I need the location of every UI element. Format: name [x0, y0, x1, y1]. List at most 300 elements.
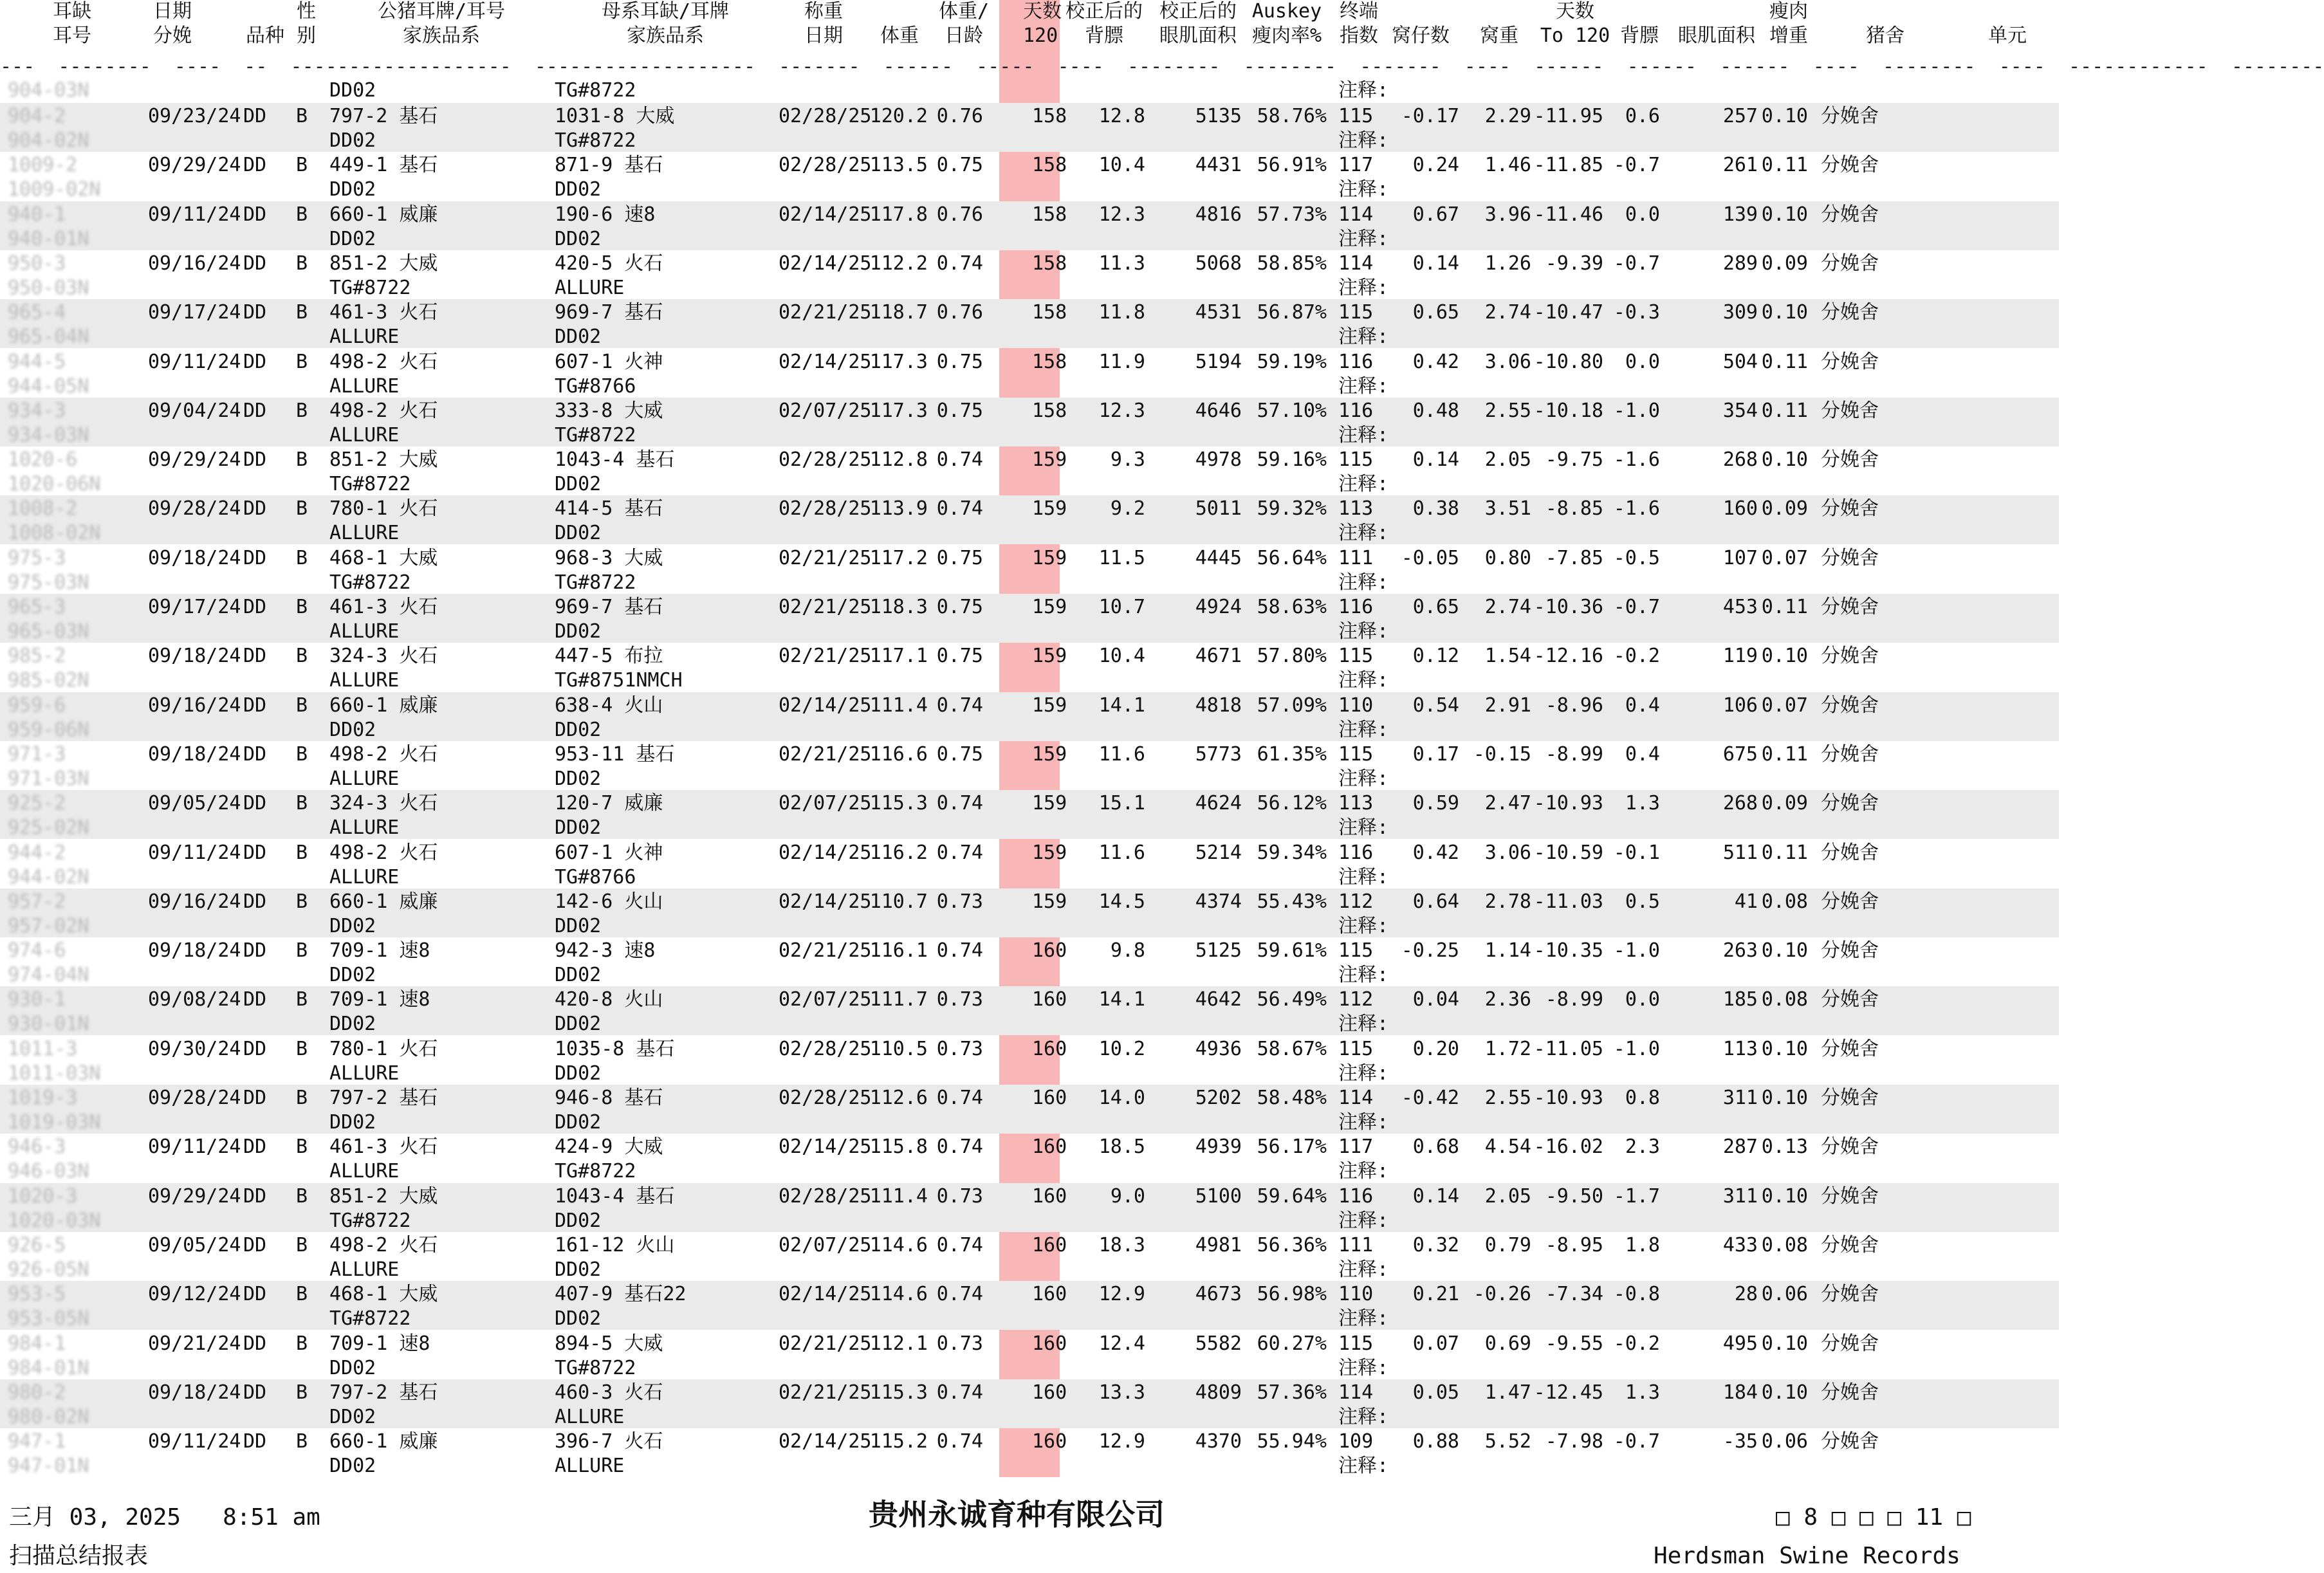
sire-strain: DD02	[329, 79, 376, 102]
cell-wt: 112.8	[869, 448, 928, 472]
cell-date: 09/04/24	[148, 399, 241, 422]
cell-pen: 分娩舍	[1821, 105, 1879, 127]
cell-wt: 117.2	[869, 546, 928, 569]
cell-note: 注释:	[1338, 1111, 1389, 1134]
header-date-line1: 日期	[153, 0, 192, 23]
cell-wt: 112.2	[869, 252, 928, 275]
cell-lw: 1.26	[1484, 252, 1531, 275]
cell-la: 4978	[1195, 448, 1242, 472]
cell-la: 4924	[1195, 596, 1242, 618]
cell-litter: -0.42	[1401, 1087, 1459, 1109]
cell-wdate: 02/21/25	[779, 1332, 872, 1355]
cell-wt: 117.3	[869, 399, 928, 422]
cell-sire-strain: ALLURE	[329, 326, 400, 349]
cell-date: 09/16/24	[148, 890, 241, 913]
cell-note: 注释:	[1338, 718, 1389, 741]
cell-adg: 0.73	[936, 1332, 983, 1355]
cell-dam: 190-6 速8	[555, 203, 656, 226]
cell-ear: 930-1	[8, 988, 66, 1011]
cell-adg: 0.75	[936, 399, 983, 422]
header-ear-line2: 耳号	[53, 24, 91, 47]
cell-sire-strain: TG#8722	[329, 276, 411, 299]
cell-to120: -9.55	[1545, 1332, 1603, 1355]
cell-sire-strain: DD02	[329, 964, 376, 987]
cell-pen: 分娩舍	[1821, 1184, 1879, 1208]
cell-wdate: 02/14/25	[779, 252, 872, 275]
cell-note: 注释:	[1338, 1013, 1389, 1036]
cell-adg: 0.74	[936, 841, 983, 864]
cell-ear2: 980-02N	[8, 1405, 89, 1428]
cell-sire-strain: ALLURE	[329, 620, 400, 643]
cell-date: 09/29/24	[148, 154, 241, 177]
cell-sire: 660-1 威廉	[329, 890, 438, 913]
cell-litter: 0.48	[1412, 399, 1459, 422]
cell-la: 4936	[1195, 1037, 1242, 1060]
cell-wt: 120.2	[869, 105, 928, 127]
cell-bf2: 0.0	[1625, 988, 1660, 1011]
cell-lean: 58.85%	[1257, 252, 1327, 275]
cell-dam: 942-3 速8	[555, 939, 656, 962]
cell-litter: 0.21	[1412, 1283, 1459, 1306]
cell-bf2: 0.8	[1625, 1087, 1660, 1109]
ear-tag-blurred: 904-03N	[8, 79, 89, 102]
cell-litter: 0.64	[1412, 890, 1459, 913]
cell-date: 09/29/24	[148, 448, 241, 472]
cell-days: 159	[1032, 694, 1067, 717]
header-la-line2: 眼肌面积	[1159, 24, 1237, 47]
cell-adg: 0.75	[936, 596, 983, 618]
cell-bf2: -0.2	[1613, 645, 1660, 668]
cell-pen: 分娩舍	[1821, 939, 1879, 962]
cell-breed: DD	[243, 105, 267, 127]
cell-lean: 55.43%	[1257, 890, 1327, 913]
cell-sex: B	[296, 1430, 308, 1453]
cell-note: 注释:	[1338, 473, 1389, 496]
cell-la2: 257	[1722, 105, 1758, 127]
cell-bf2: 0.4	[1625, 694, 1660, 717]
cell-ear: 926-5	[8, 1233, 66, 1256]
cell-bf: 12.3	[1098, 203, 1145, 226]
cell-note: 注释:	[1338, 1405, 1389, 1428]
cell-bf2: -0.1	[1613, 841, 1660, 864]
cell-note: 注释:	[1338, 669, 1389, 692]
cell-breed: DD	[243, 1430, 267, 1453]
cell-bf: 10.7	[1098, 596, 1145, 618]
cell-wdate: 02/21/25	[779, 742, 872, 766]
cell-ear2: 985-02N	[8, 669, 89, 692]
cell-pen: 分娩舍	[1821, 1430, 1879, 1453]
cell-dam: 396-7 火石	[555, 1430, 663, 1453]
cell-note: 注释:	[1338, 227, 1389, 250]
cell-ear2: 940-01N	[8, 227, 89, 250]
cell-ear2: 971-03N	[8, 767, 89, 790]
cell-lw: 2.91	[1484, 694, 1531, 717]
cell-lean: 59.19%	[1257, 350, 1327, 373]
cell-date: 09/11/24	[148, 350, 241, 373]
cell-ear: 946-3	[8, 1136, 66, 1159]
cell-to120: -16.02	[1533, 1136, 1603, 1159]
cell-dam: 1043-4 基石	[555, 1184, 675, 1208]
cell-days: 158	[1032, 399, 1067, 422]
cell-date: 09/28/24	[148, 1087, 241, 1109]
cell-sex: B	[296, 546, 308, 569]
cell-wdate: 02/21/25	[779, 1381, 872, 1404]
cell-lean: 59.64%	[1257, 1184, 1327, 1208]
cell-lean: 57.73%	[1257, 203, 1327, 226]
cell-ear: 1011-3	[8, 1037, 78, 1060]
cell-litter: 0.32	[1412, 1233, 1459, 1256]
cell-wdate: 02/14/25	[779, 841, 872, 864]
header-bf-line1: 校正后的	[1065, 0, 1143, 23]
cell-adg: 0.75	[936, 350, 983, 373]
cell-wdate: 02/28/25	[779, 154, 872, 177]
cell-bf: 9.0	[1110, 1184, 1145, 1208]
cell-sire-strain: DD02	[329, 1013, 376, 1036]
cell-to120: -7.34	[1545, 1283, 1603, 1306]
cell-date: 09/18/24	[148, 939, 241, 962]
cell-breed: DD	[243, 448, 267, 472]
cell-dam-strain: DD02	[555, 227, 602, 250]
cell-la2: 119	[1722, 645, 1758, 668]
cell-bf2: 1.3	[1625, 1381, 1660, 1404]
cell-wdate: 02/28/25	[779, 1087, 872, 1109]
cell-ear2: 950-03N	[8, 276, 89, 299]
cell-lg: 0.10	[1761, 1184, 1808, 1208]
cell-litter: -0.05	[1401, 546, 1459, 569]
cell-lw: 0.79	[1484, 1233, 1531, 1256]
cell-to120: -8.96	[1545, 694, 1603, 717]
cell-pen: 分娩舍	[1821, 1332, 1879, 1355]
cell-sex: B	[296, 1332, 308, 1355]
cell-lean: 58.67%	[1257, 1037, 1327, 1060]
cell-dam-strain: DD02	[555, 718, 602, 741]
cell-sex: B	[296, 596, 308, 618]
cell-sire-strain: DD02	[329, 914, 376, 937]
cell-days: 158	[1032, 350, 1067, 373]
cell-bf2: -0.5	[1613, 546, 1660, 569]
cell-date: 09/18/24	[148, 742, 241, 766]
cell-bf2: -0.8	[1613, 1283, 1660, 1306]
cell-sire-strain: DD02	[329, 227, 376, 250]
cell-note: 注释:	[1338, 178, 1389, 201]
cell-pen: 分娩舍	[1821, 645, 1879, 668]
cell-bf2: -1.7	[1613, 1184, 1660, 1208]
header-sire-line1: 公猪耳牌/耳号	[377, 0, 506, 23]
cell-sex: B	[296, 1233, 308, 1256]
cell-bf2: -1.6	[1613, 448, 1660, 472]
cell-wdate: 02/07/25	[779, 1233, 872, 1256]
cell-dam: 894-5 大威	[555, 1332, 663, 1355]
cell-lg: 0.08	[1761, 890, 1808, 913]
cell-ear2: 959-06N	[8, 718, 89, 741]
cell-idx: 111	[1338, 546, 1374, 569]
cell-bf2: 2.3	[1625, 1136, 1660, 1159]
cell-la2: 675	[1722, 742, 1758, 766]
cell-ear: 940-1	[8, 203, 66, 226]
cell-note: 注释:	[1338, 1455, 1389, 1478]
cell-sex: B	[296, 154, 308, 177]
cell-bf: 9.3	[1110, 448, 1145, 472]
cell-note: 注释:	[1338, 1258, 1389, 1281]
cell-lg: 0.10	[1761, 645, 1808, 668]
cell-breed: DD	[243, 841, 267, 864]
cell-sire-strain: DD02	[329, 1405, 376, 1428]
cell-la2: 504	[1722, 350, 1758, 373]
cell-lean: 58.48%	[1257, 1087, 1327, 1109]
cell-idx: 115	[1338, 1332, 1374, 1355]
cell-sire-strain: DD02	[329, 178, 376, 201]
cell-dam: 333-8 大威	[555, 399, 663, 422]
cell-breed: DD	[243, 742, 267, 766]
cell-breed: DD	[243, 350, 267, 373]
cell-ear: 975-3	[8, 546, 66, 569]
cell-bf: 12.8	[1098, 105, 1145, 127]
cell-idx: 115	[1338, 105, 1374, 127]
cell-pen: 分娩舍	[1821, 1136, 1879, 1159]
cell-la: 4818	[1195, 694, 1242, 717]
cell-sire: 851-2 大威	[329, 448, 438, 472]
cell-ear2: 975-03N	[8, 571, 89, 594]
cell-dam-strain: TG#8751NMCH	[555, 669, 683, 692]
cell-date: 09/18/24	[148, 546, 241, 569]
cell-la: 4809	[1195, 1381, 1242, 1404]
cell-adg: 0.75	[936, 154, 983, 177]
cell-note: 注释:	[1338, 620, 1389, 643]
cell-wt: 114.6	[869, 1233, 928, 1256]
cell-wdate: 02/07/25	[779, 988, 872, 1011]
cell-wt: 116.1	[869, 939, 928, 962]
cell-litter: 0.65	[1412, 301, 1459, 324]
cell-to120: -11.95	[1533, 105, 1603, 127]
cell-litter: 0.04	[1412, 988, 1459, 1011]
cell-to120: -10.18	[1533, 399, 1603, 422]
cell-pen: 分娩舍	[1821, 742, 1879, 766]
cell-litter: 0.42	[1412, 350, 1459, 373]
cell-sex: B	[296, 1283, 308, 1306]
cell-bf: 18.5	[1098, 1136, 1145, 1159]
cell-bf: 12.3	[1098, 399, 1145, 422]
cell-dam: 142-6 火山	[555, 890, 663, 913]
cell-sire-strain: TG#8722	[329, 1209, 411, 1232]
cell-sire: 660-1 威廉	[329, 203, 438, 226]
cell-dam: 447-5 布拉	[555, 645, 663, 668]
cell-sire-strain: DD02	[329, 129, 376, 152]
header-sire-line2: 家族品系	[403, 24, 480, 47]
cell-days: 159	[1032, 645, 1067, 668]
cell-la2: -35	[1722, 1430, 1758, 1453]
cell-bf: 11.6	[1098, 841, 1145, 864]
cell-pen: 分娩舍	[1821, 1381, 1879, 1404]
cell-bf2: -1.0	[1613, 399, 1660, 422]
cell-sire: 780-1 火石	[329, 497, 438, 520]
cell-sire: 780-1 火石	[329, 1037, 438, 1060]
header-unit-line2: 单元	[1988, 24, 2027, 47]
cell-sire-strain: ALLURE	[329, 816, 400, 840]
cell-days: 160	[1032, 1184, 1067, 1208]
cell-pen: 分娩舍	[1821, 890, 1879, 913]
cell-days: 160	[1032, 1381, 1067, 1404]
cell-sex: B	[296, 1037, 308, 1060]
cell-la: 5068	[1195, 252, 1242, 275]
cell-idx: 117	[1338, 1136, 1374, 1159]
report-name: 扫描总结报表	[9, 1543, 149, 1569]
cell-la2: 28	[1734, 1283, 1758, 1306]
cell-la: 5135	[1195, 105, 1242, 127]
cell-breed: DD	[243, 1037, 267, 1060]
cell-lw: 2.36	[1484, 988, 1531, 1011]
cell-la: 5011	[1195, 497, 1242, 520]
cell-idx: 110	[1338, 1283, 1374, 1306]
cell-dam-strain: DD02	[555, 1209, 602, 1232]
cell-breed: DD	[243, 399, 267, 422]
cell-dam-strain: DD02	[555, 914, 602, 937]
cell-pen: 分娩舍	[1821, 988, 1879, 1011]
cell-ear: 934-3	[8, 399, 66, 422]
cell-ear: 1020-3	[8, 1184, 78, 1208]
cell-lg: 0.10	[1761, 448, 1808, 472]
cell-sire-strain: ALLURE	[329, 374, 400, 398]
cell-dam-strain: ALLURE	[555, 1405, 625, 1428]
cell-bf: 10.2	[1098, 1037, 1145, 1060]
cell-la: 4671	[1195, 645, 1242, 668]
cell-to120: -9.50	[1545, 1184, 1603, 1208]
cell-pen: 分娩舍	[1821, 448, 1879, 472]
cell-ear: 959-6	[8, 694, 66, 717]
cell-litter: 0.12	[1412, 645, 1459, 668]
cell-ear2: 974-04N	[8, 964, 89, 987]
cell-lg: 0.11	[1761, 154, 1808, 177]
cell-la: 5100	[1195, 1184, 1242, 1208]
cell-lw: 2.05	[1484, 448, 1531, 472]
cell-breed: DD	[243, 203, 267, 226]
cell-dam-strain: DD02	[555, 473, 602, 496]
cell-days: 158	[1032, 252, 1067, 275]
cell-lg: 0.11	[1761, 350, 1808, 373]
cell-sire: 498-2 火石	[329, 350, 438, 373]
cell-breed: DD	[243, 988, 267, 1011]
cell-bf2: -0.7	[1613, 252, 1660, 275]
cell-sex: B	[296, 350, 308, 373]
cell-la2: 311	[1722, 1087, 1758, 1109]
cell-sire: 461-3 火石	[329, 301, 438, 324]
cell-wdate: 02/14/25	[779, 1136, 872, 1159]
cell-sire-strain: ALLURE	[329, 1062, 400, 1085]
cell-idx: 114	[1338, 252, 1374, 275]
cell-dam: 871-9 基石	[555, 154, 663, 177]
cell-dam-strain: DD02	[555, 816, 602, 840]
cell-wdate: 02/28/25	[779, 1037, 872, 1060]
cell-lean: 56.87%	[1257, 301, 1327, 324]
cell-to120: -11.05	[1533, 1037, 1603, 1060]
cell-bf2: 0.0	[1625, 203, 1660, 226]
cell-wt: 115.3	[869, 792, 928, 815]
report-datetime: 三月 03, 2025 8:51 am	[9, 1504, 320, 1531]
cell-bf2: -1.0	[1613, 1037, 1660, 1060]
software-name: Herdsman Swine Records	[1654, 1543, 1960, 1569]
cell-wt: 115.2	[869, 1430, 928, 1453]
cell-adg: 0.73	[936, 1184, 983, 1208]
cell-dam-strain: TG#8722	[555, 129, 636, 152]
cell-litter: 0.07	[1412, 1332, 1459, 1355]
cell-pen: 分娩舍	[1821, 154, 1879, 177]
header-la2-line2: 眼肌面积	[1678, 24, 1755, 47]
cell-to120: -8.85	[1545, 497, 1603, 520]
header-sex-line1: 性	[297, 0, 316, 23]
cell-idx: 116	[1338, 399, 1374, 422]
cell-dam: 946-8 基石	[555, 1087, 663, 1109]
cell-sire-strain: ALLURE	[329, 1160, 400, 1183]
cell-lean: 57.36%	[1257, 1381, 1327, 1404]
cell-la2: 453	[1722, 596, 1758, 618]
cell-breed: DD	[243, 1136, 267, 1159]
cell-lg: 0.10	[1761, 1087, 1808, 1109]
cell-dam: 407-9 基石22	[555, 1283, 687, 1306]
cell-wdate: 02/28/25	[779, 105, 872, 127]
cell-pen: 分娩舍	[1821, 596, 1879, 618]
cell-to120: -10.47	[1533, 301, 1603, 324]
cell-idx: 115	[1338, 645, 1374, 668]
cell-adg: 0.74	[936, 497, 983, 520]
cell-litter: -0.17	[1401, 105, 1459, 127]
cell-bf2: -1.0	[1613, 939, 1660, 962]
cell-la: 4370	[1195, 1430, 1242, 1453]
cell-litter: 0.17	[1412, 742, 1459, 766]
cell-ear2: 1019-03N	[8, 1111, 101, 1134]
header-lean-line1: Auskey	[1251, 0, 1322, 23]
header-wdate-line2: 日期	[804, 24, 843, 47]
header-date-line2: 分娩	[153, 24, 192, 47]
cell-ear2: 944-05N	[8, 374, 89, 398]
cell-wdate: 02/21/25	[779, 546, 872, 569]
cell-adg: 0.73	[936, 1037, 983, 1060]
cell-days: 159	[1032, 890, 1067, 913]
cell-sex: B	[296, 1136, 308, 1159]
cell-litter: 0.67	[1412, 203, 1459, 226]
cell-dam-strain: DD02	[555, 1062, 602, 1085]
cell-sex: B	[296, 105, 308, 127]
cell-sire-strain: DD02	[329, 1356, 376, 1379]
cell-pen: 分娩舍	[1821, 694, 1879, 717]
cell-wt: 117.8	[869, 203, 928, 226]
cell-wt: 115.8	[869, 1136, 928, 1159]
cell-bf: 14.0	[1098, 1087, 1145, 1109]
cell-lg: 0.10	[1761, 1037, 1808, 1060]
cell-la2: 289	[1722, 252, 1758, 275]
cell-la2: 309	[1722, 301, 1758, 324]
cell-lg: 0.09	[1761, 252, 1808, 275]
cell-wdate: 02/28/25	[779, 1184, 872, 1208]
cell-dam: 969-7 基石	[555, 301, 663, 324]
cell-note: 注释:	[1338, 964, 1389, 987]
cell-ear: 944-2	[8, 841, 66, 864]
cell-ear2: 926-05N	[8, 1258, 89, 1281]
cell-lean: 56.49%	[1257, 988, 1327, 1011]
cell-lean: 57.80%	[1257, 645, 1327, 668]
cell-days: 159	[1032, 546, 1067, 569]
header-lg-line1: 瘦肉	[1769, 0, 1808, 23]
cell-wt: 117.3	[869, 350, 928, 373]
cell-ear2: 925-02N	[8, 816, 89, 840]
cell-lean: 58.63%	[1257, 596, 1327, 618]
cell-wt: 111.4	[869, 694, 928, 717]
cell-adg: 0.74	[936, 1136, 983, 1159]
cell-litter: 0.42	[1412, 841, 1459, 864]
cell-ear: 1020-6	[8, 448, 78, 472]
cell-note: 注释:	[1338, 1307, 1389, 1330]
cell-breed: DD	[243, 301, 267, 324]
cell-lean: 59.34%	[1257, 841, 1327, 864]
cell-la: 4816	[1195, 203, 1242, 226]
